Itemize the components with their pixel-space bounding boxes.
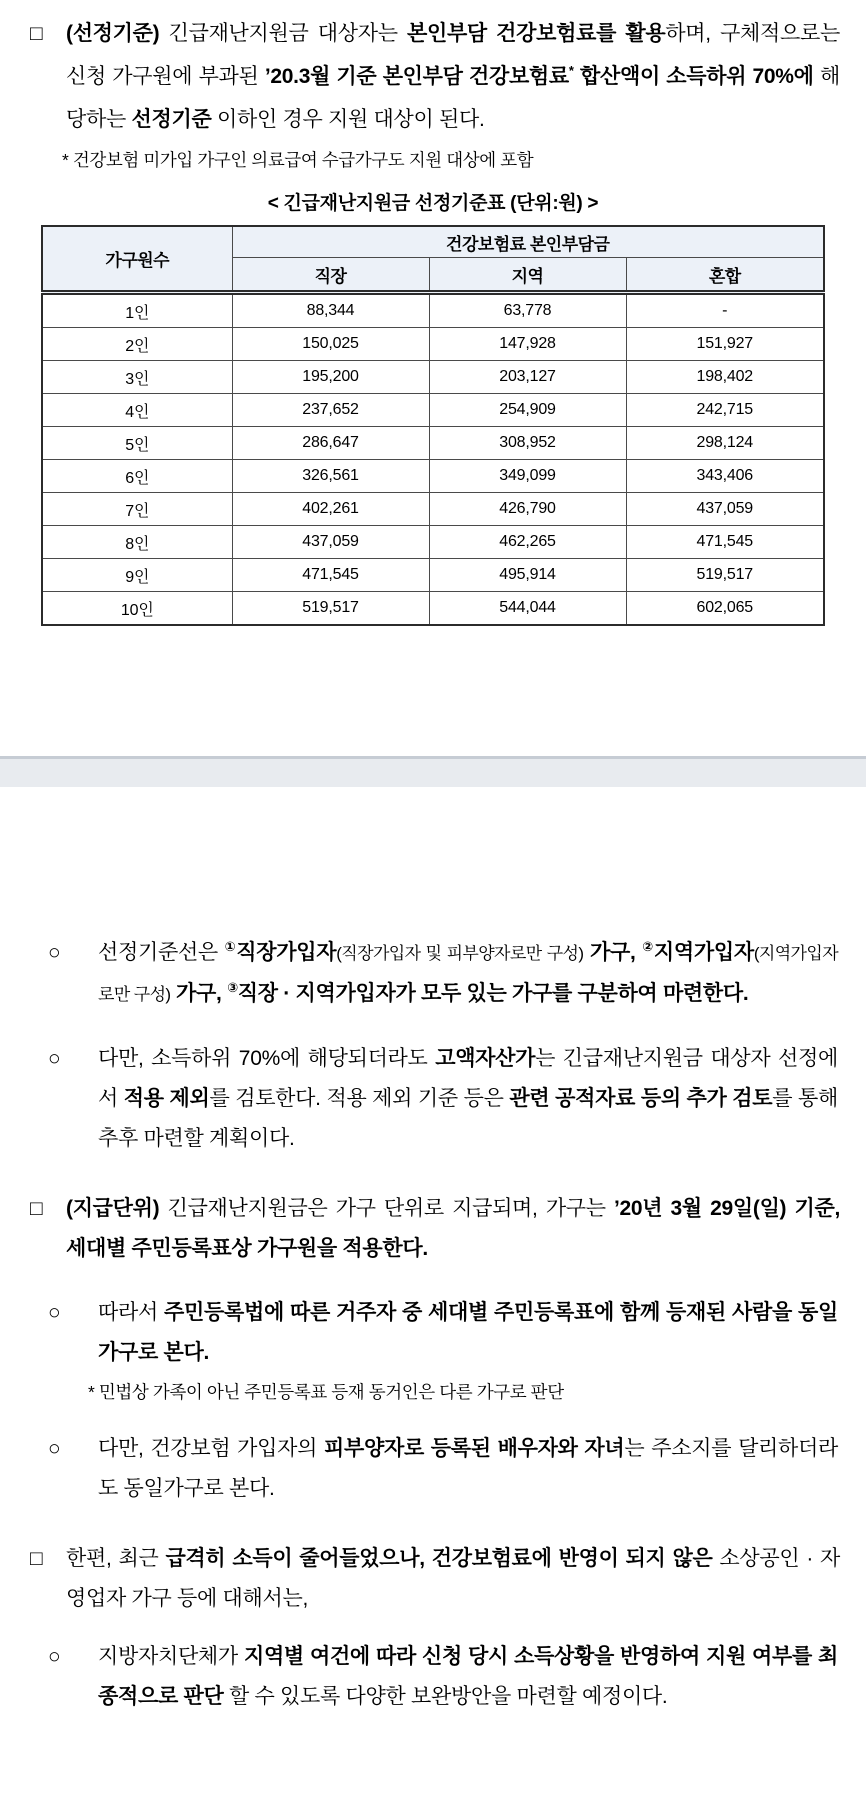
table-cell: 402,261 — [232, 493, 429, 526]
circle-list-marker: ○ — [48, 1437, 61, 1460]
table-title: < 긴급재난지원금 선정기준표 (단위:원) > — [267, 193, 599, 214]
text-segment: 지역가입자 — [653, 941, 754, 964]
text-segment: 하며, 구체적으로는 신청 가구원에 부과된 — [66, 22, 840, 88]
para-local-gov — [48, 1637, 838, 1717]
text-segment: 본인부담 건강보험료를 활용 — [406, 22, 666, 45]
table-cell: 7인 — [42, 493, 232, 526]
table-cell: 519,517 — [232, 592, 429, 626]
text-segment: 지역별 여건에 따라 신청 당시 소득상황을 반영하여 지원 여부를 최종적으로 판단 — [98, 1645, 838, 1708]
circle-list-marker: ○ — [48, 1047, 61, 1070]
text-segment: 이하인 경우 지원 대상이 된다. — [211, 108, 485, 131]
table-cell: 10인 — [42, 592, 232, 626]
text-segment: 선정기준선은 — [98, 941, 225, 964]
table-row — [42, 592, 824, 626]
table-cell: 195,200 — [232, 361, 429, 394]
text-segment: 피부양자로 등록된 배우자와 자녀 — [324, 1437, 625, 1460]
text-segment: 를 통해 추후 마련할 계획이다. — [98, 1087, 838, 1150]
table-cell: 147,928 — [429, 328, 626, 361]
para-same-household — [48, 1293, 838, 1373]
para-selection-criteria — [30, 12, 840, 141]
square-list-marker: □ — [30, 1547, 43, 1570]
circle-list-marker: ○ — [48, 1301, 61, 1324]
text-segment: ’20년 3월 29일(일) 기준, 세대별 주민등록표상 가구원을 적용한다. — [66, 1197, 840, 1260]
table-cell: 88,344 — [232, 293, 429, 328]
footnote-family-note: * 민법상 가족이 아닌 주민등록표 등재 동거인은 다른 가구로 판단 — [88, 1382, 564, 1402]
table-row — [42, 361, 824, 394]
text-segment: 고액자산가 — [435, 1047, 536, 1070]
table-cell: 286,647 — [232, 427, 429, 460]
table-row — [42, 460, 824, 493]
table-cell: 9인 — [42, 559, 232, 592]
text-segment: ③ — [227, 980, 238, 995]
table-cell: 151,927 — [626, 328, 824, 361]
table-cell: - — [626, 293, 824, 328]
text-segment: 소상공인 · 자영업자 가구 등에 대해서는, — [66, 1547, 840, 1610]
table-row — [42, 526, 824, 559]
para-income-drop — [30, 1539, 840, 1619]
square-list-marker: □ — [30, 22, 43, 45]
text-segment: ’20.3월 기준 본인부담 건강보험료 — [264, 65, 569, 88]
criteria-table-header — [42, 226, 824, 293]
table-row — [42, 328, 824, 361]
table-cell: 602,065 — [626, 592, 824, 626]
table-cell: 150,025 — [232, 328, 429, 361]
text-segment: (직장가입자 및 피부양자로만 구성) — [336, 944, 584, 963]
document-page — [0, 12, 866, 1809]
table-cell: 349,099 — [429, 460, 626, 493]
text-segment: 해당하는 — [66, 65, 840, 131]
table-cell: 254,909 — [429, 394, 626, 427]
text-segment: 는 주소지를 달리하더라도 동일가구로 본다. — [98, 1437, 838, 1500]
table-cell: 471,545 — [232, 559, 429, 592]
table-cell: 242,715 — [626, 394, 824, 427]
page-break-divider — [0, 756, 866, 787]
text-segment: (지급단위) — [66, 1197, 160, 1220]
text-segment: 직장 · 지역가입자가 모두 있는 가구를 구분하여 마련한다. — [237, 982, 749, 1005]
text-segment: 다만, 소득하위 70%에 해당되더라도 — [98, 1047, 436, 1070]
text-segment: 가구, — [170, 982, 228, 1005]
table-cell: 203,127 — [429, 361, 626, 394]
text-segment: ② — [642, 939, 654, 954]
header-household-size: 가구원수 — [42, 226, 232, 293]
text-segment: 주민등록법에 따른 거주자 중 세대별 주민등록표에 함께 등재된 사람을 동일 가구로 본다. — [98, 1301, 839, 1364]
table-cell: 1인 — [42, 293, 232, 328]
table-cell: 343,406 — [626, 460, 824, 493]
criteria-table — [41, 225, 825, 626]
text-segment: ① — [224, 939, 237, 954]
para-payment-unit — [30, 1189, 840, 1269]
table-cell: 3인 — [42, 361, 232, 394]
table-cell: 471,545 — [626, 526, 824, 559]
circle-list-marker: ○ — [48, 941, 61, 964]
table-cell: 63,778 — [429, 293, 626, 328]
text-segment: 지방자치단체가 — [98, 1645, 244, 1668]
text-segment: (선정기준) — [66, 22, 160, 45]
text-segment: (지역가입자로만 구성) — [98, 944, 839, 1004]
text-segment: 한편, 최근 — [66, 1547, 166, 1570]
header-insurance-group: 건강보험료 본인부담금 — [232, 226, 824, 258]
table-cell: 2인 — [42, 328, 232, 361]
table-cell: 519,517 — [626, 559, 824, 592]
para-high-asset-exclusion — [48, 1039, 838, 1159]
header-regional: 지역 — [429, 258, 626, 293]
table-row — [42, 293, 824, 328]
text-segment: 적용 제외 — [123, 1087, 210, 1110]
text-segment: 관련 공적자료 등의 추가 검토 — [509, 1087, 773, 1110]
table-cell: 6인 — [42, 460, 232, 493]
text-segment: 다만, 건강보험 가입자의 — [98, 1437, 324, 1460]
table-row — [42, 394, 824, 427]
table-row — [42, 427, 824, 460]
text-segment: 긴급재난지원금은 가구 단위로 지급되며, 가구는 — [159, 1197, 615, 1220]
text-segment: 합산액이 소득하위 70%에 — [573, 65, 814, 88]
text-segment: * — [568, 63, 574, 78]
header-workplace: 직장 — [232, 258, 429, 293]
table-row — [42, 559, 824, 592]
table-cell: 426,790 — [429, 493, 626, 526]
table-row — [42, 493, 824, 526]
circle-list-marker: ○ — [48, 1645, 61, 1668]
para-dependents — [48, 1429, 838, 1509]
header-mixed: 혼합 — [626, 258, 824, 293]
text-segment: 할 수 있도록 다양한 보완방안을 마련할 예정이다. — [223, 1685, 668, 1708]
table-cell: 198,402 — [626, 361, 824, 394]
footnote-insurance-note: * 건강보험 미가입 가구인 의료급여 수급가구도 지원 대상에 포함 — [62, 150, 534, 170]
table-cell: 298,124 — [626, 427, 824, 460]
table-cell: 437,059 — [626, 493, 824, 526]
table-cell: 5인 — [42, 427, 232, 460]
text-segment: 따라서 — [98, 1301, 165, 1324]
text-segment: 가구, — [583, 941, 643, 964]
para-criteria-line — [48, 933, 838, 1015]
table-cell: 495,914 — [429, 559, 626, 592]
table-cell: 544,044 — [429, 592, 626, 626]
text-segment: 직장가입자 — [236, 941, 337, 964]
text-segment: 긴급재난지원금 대상자는 — [159, 22, 407, 45]
text-segment: 선정기준 — [131, 108, 212, 131]
table-cell: 326,561 — [232, 460, 429, 493]
table-cell: 8인 — [42, 526, 232, 559]
table-cell: 237,652 — [232, 394, 429, 427]
text-segment: 는 긴급재난지원금 대상자 선정에서 — [98, 1047, 838, 1110]
text-segment: 를 검토한다. 적용 제외 기준 등은 — [209, 1087, 510, 1110]
table-cell: 4인 — [42, 394, 232, 427]
square-list-marker: □ — [30, 1197, 43, 1220]
text-segment: 급격히 소득이 줄어들었으나, 건강보험료에 반영이 되지 않은 — [165, 1547, 713, 1570]
table-cell: 308,952 — [429, 427, 626, 460]
table-cell: 437,059 — [232, 526, 429, 559]
table-cell: 462,265 — [429, 526, 626, 559]
